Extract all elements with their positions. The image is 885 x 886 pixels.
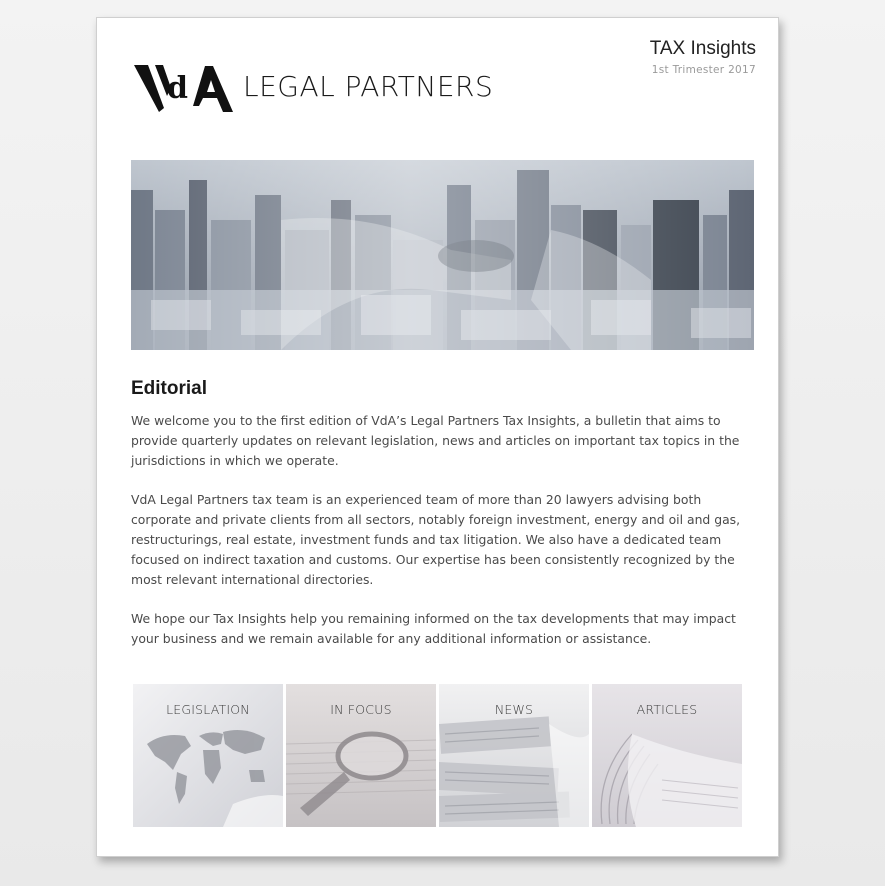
section-tiles: [133, 684, 745, 827]
tile-articles[interactable]: [592, 684, 742, 827]
tile-label: LEGISLATION: [166, 702, 250, 717]
editorial-heading: Editorial: [131, 378, 208, 399]
svg-text:d: d: [167, 71, 188, 106]
hero-banner: [131, 160, 754, 350]
editorial-paragraph: We welcome you to the first edition of VdA’s Legal Partners Tax Insights, a bulletin that aims to provide quarterly updates on relevant legislation, news and articles on important tax topics in the jurisdictions in which we operate.: [131, 413, 740, 469]
editorial-paragraph: We hope our Tax Insights help you remaining informed on the tax developments that may impact your business and we remain available for any additional information or assistance.: [131, 610, 736, 646]
tile-legislation[interactable]: [133, 684, 283, 827]
newsletter-edition: 1st Trimester 2017: [651, 64, 756, 76]
editorial-paragraph: VdA Legal Partners tax team is an experienced team of more than 20 lawyers advising both corporate and private clients from all sectors, notably foreign investment, energy and oil and gas, restructurings, real estate, investment funds and tax litigation. We also have a dedicated team focused on indirect taxation and customs. Our expertise has been consistently recognized by the most relevant international directories.: [131, 491, 741, 588]
brand-name: LEGAL PARTNERS: [243, 70, 494, 103]
newsletter-page: [96, 17, 779, 857]
tile-label: IN FOCUS: [330, 702, 392, 717]
tile-news[interactable]: [439, 684, 589, 827]
vda-logo-icon: [133, 62, 243, 116]
newsletter-title: TAX Insights: [649, 38, 756, 59]
tile-label: ARTICLES: [636, 702, 698, 717]
city-handshake-image: [131, 160, 754, 350]
tile-label: NEWS: [494, 702, 534, 717]
tile-in-focus[interactable]: [286, 684, 436, 827]
editorial-body: [131, 411, 757, 667]
